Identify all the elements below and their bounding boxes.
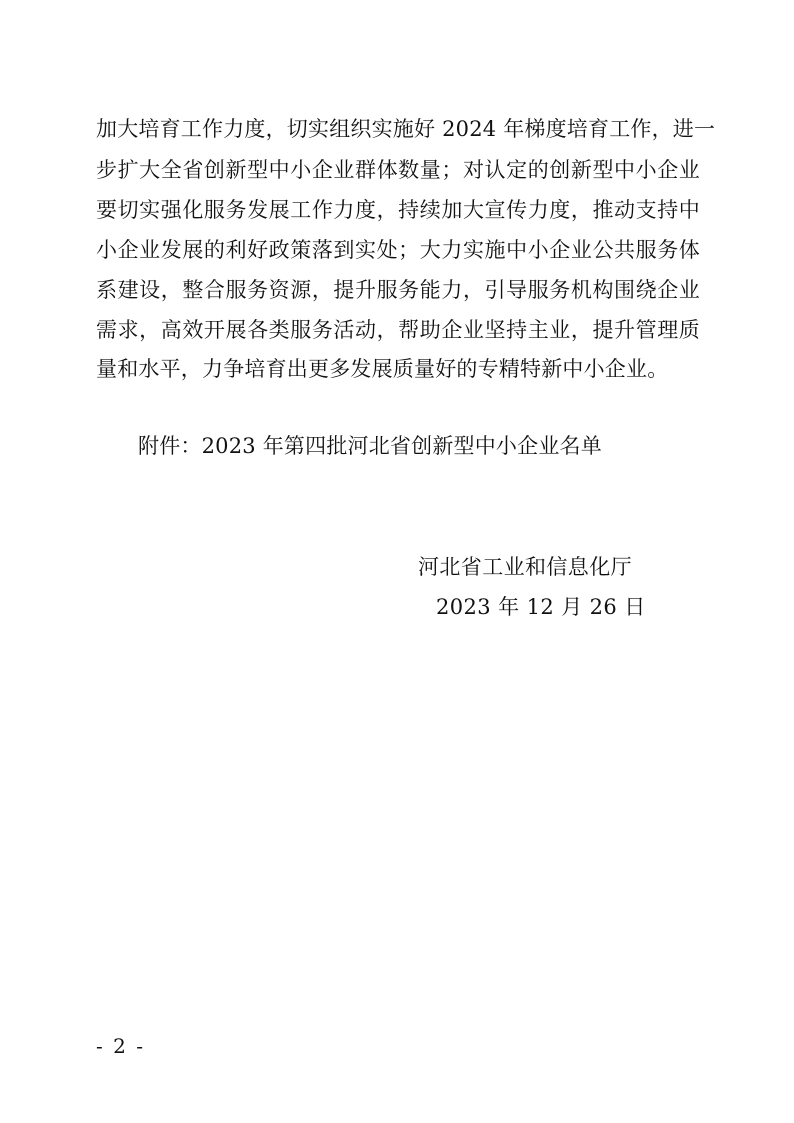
signature-organization: 河北省工业和信息化厅 — [418, 555, 632, 579]
body-line-1: 加大培育工作力度，切实组织实施好 2024 年梯度培育工作，进一 — [96, 117, 716, 141]
attachment-note: 附件：2023 年第四批河北省创新型中小企业名单 — [138, 434, 602, 458]
body-line-7: 量和水平，力争培育出更多发展质量好的专精特新中小企业。 — [96, 357, 669, 381]
body-line-4: 小企业发展的利好政策落到实处；大力实施中小企业公共服务体 — [96, 238, 700, 262]
body-line-5: 系建设，整合服务资源，提升服务能力，引导服务机构围绕企业 — [96, 278, 700, 302]
page-number: - 2 - — [96, 1034, 145, 1058]
body-line-6: 需求，高效开展各类服务活动，帮助企业坚持主业，提升管理质 — [96, 318, 700, 342]
body-line-2: 步扩大全省创新型中小企业群体数量；对认定的创新型中小企业 — [96, 158, 700, 182]
signature-date: 2023 年 12 月 26 日 — [436, 595, 646, 619]
body-line-3: 要切实强化服务发展工作力度，持续加大宣传力度，推动支持中 — [96, 198, 700, 222]
